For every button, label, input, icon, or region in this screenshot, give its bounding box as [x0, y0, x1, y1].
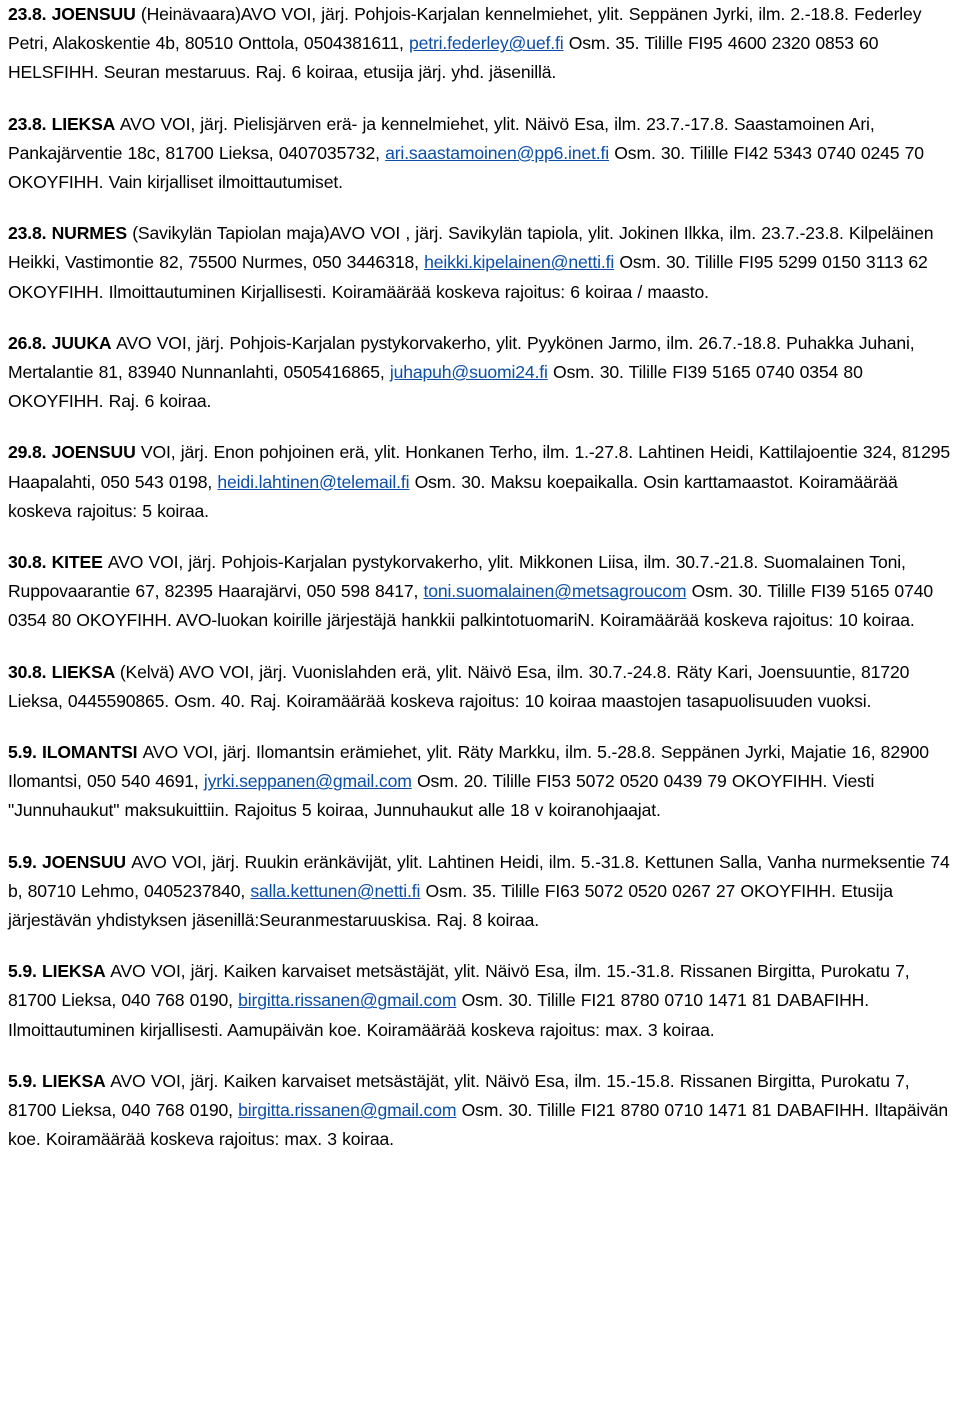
- email-link[interactable]: juhapuh@suomi24.fi: [389, 362, 548, 383]
- event-heading: 26.8. JUUKA: [8, 332, 117, 353]
- event-heading: 30.8. KITEE: [8, 552, 108, 573]
- event-entry: [8, 658, 960, 716]
- event-text: Osm. 35. Tilille FI95 4600 2320 0853 60 HELSFIHH. Seuran mestaruus. Raj. 6 koiraa, etusija järj. yhd. jäsenillä.: [8, 33, 879, 83]
- event-text: (Heinävaara)AVO VOI, järj. Pohjois-Karjalan kennelmiehet, ylit. Seppänen Jyrki, ilm. 2.-18.8. Federley Petri, Alakoskentie 4b, 80510 Onttola, 0504381611,: [8, 4, 922, 54]
- event-text: AVO VOI, järj. Ruukin eränkävijät, ylit. Lahtinen Heidi, ilm. 5.-31.8. Kettunen Salla, Vanha nurmeksentie 74 b, 80710 Lehmo, 0405237840,: [8, 851, 950, 901]
- event-heading: 23.8. LIEKSA: [8, 113, 120, 134]
- event-heading: 5.9. LIEKSA: [8, 1070, 111, 1091]
- event-text: Osm. 30. Maksu koepaikalla. Osin karttamaastot. Koiramäärää koskeva rajoitus: 5 koiraa.: [8, 471, 898, 521]
- event-text: Osm. 35. Tilille FI63 5072 0520 0267 27 OKOYFIHH. Etusija järjestävän yhdistyksen jäsenillä:Seuranmestaruuskisa. Raj. 8 koiraa.: [8, 880, 893, 931]
- event-entry: [8, 1067, 960, 1155]
- event-heading: 23.8. JOENSUU: [8, 4, 141, 24]
- event-heading: 5.9. ILOMANTSI: [8, 742, 143, 763]
- event-heading: 5.9. JOENSUU: [8, 851, 132, 872]
- event-heading: 23.8. NURMES: [8, 223, 133, 244]
- event-text: AVO VOI, järj. Pohjois-Karjalan pystykorvakerho, ylit. Pyykönen Jarmo, ilm. 26.7.-18.8. Puhakka Juhani, Mertalantie 81, 83940 Nunnanlahti, 0505416865,: [8, 332, 915, 383]
- event-text: (Savikylän Tapiolan maja)AVO VOI , järj. Savikylän tapiola, ylit. Jokinen Ilkka, ilm. 23.7.-23.8. Kilpeläinen Heikki, Vastimontie 82, 75500 Nurmes, 050 3446318,: [8, 223, 934, 273]
- event-text: Osm. 20. Tilille FI53 5072 0520 0439 79 OKOYFIHH. Viesti "Junnuhaukut" maksukuittiin. Rajoitus 5 koiraa, Junnuhaukut alle 18 v koiranohjaajat.: [8, 771, 875, 821]
- event-entry: [8, 438, 960, 526]
- event-entry: [8, 548, 960, 636]
- event-entry: [8, 329, 960, 417]
- event-text: AVO VOI, järj. Pielisjärven erä- ja kennelmiehet, ylit. Näivö Esa, ilm. 23.7.-17.8. Saastamoinen Ari, Pankajärventie 18c, 81700 Lieksa, 0407035732,: [8, 113, 875, 163]
- document-page: [8, 0, 960, 1177]
- event-text: Osm. 30. Tilille FI21 8780 0710 1471 81 DABAFIHH. Ilmoittautuminen kirjallisesti. Aamupäivän koe. Koiramäärää koskeva rajoitus: max. 3 koiraa.: [8, 990, 869, 1040]
- event-heading: 30.8. LIEKSA: [8, 661, 120, 682]
- email-link[interactable]: birgitta.rissanen@gmail.com: [238, 990, 457, 1011]
- email-link[interactable]: jyrki.seppanen@gmail.com: [203, 771, 412, 792]
- email-link[interactable]: heikki.kipelainen@netti.fi: [424, 252, 615, 273]
- email-link[interactable]: heidi.lahtinen@telemail.fi: [217, 471, 410, 492]
- event-text: AVO VOI, järj. Pohjois-Karjalan pystykorvakerho, ylit. Mikkonen Liisa, ilm. 30.7.-21.8. Suomalainen Toni, Ruppovaarantie 67, 82395 Haarajärvi, 050 598 8417,: [8, 552, 906, 602]
- event-text: AVO VOI, järj. Kaiken karvaiset metsästäjät, ylit. Näivö Esa, ilm. 15.-31.8. Rissanen Birgitta, Purokatu 7, 81700 Lieksa, 040 768 0190,: [8, 961, 910, 1011]
- event-text: AVO VOI, järj. Kaiken karvaiset metsästäjät, ylit. Näivö Esa, ilm. 15.-15.8. Rissanen Birgitta, Purokatu 7, 81700 Lieksa, 040 768 0190,: [8, 1070, 910, 1121]
- event-text: Osm. 30. Tilille FI42 5343 0740 0245 70 OKOYFIHH. Vain kirjalliset ilmoittautumiset.: [8, 142, 924, 193]
- event-entry: [8, 0, 960, 88]
- email-link[interactable]: birgitta.rissanen@gmail.com: [238, 1100, 457, 1121]
- event-text: (Kelvä) AVO VOI, järj. Vuonislahden erä, ylit. Näivö Esa, ilm. 30.7.-24.8. Räty Kari, Joensuuntie, 81720 Lieksa, 0445590865. Osm. 40. Raj. Koiramäärää koskeva rajoitus: 10 koiraa maastojen tasapuolisuuden vuoksi.: [8, 661, 910, 711]
- event-text: Osm. 30. Tilille FI39 5165 0740 0354 80 OKOYFIHH. Raj. 6 koiraa.: [8, 362, 863, 412]
- event-text: Osm. 30. Tilille FI95 5299 0150 3113 62 OKOYFIHH. Ilmoittautuminen Kirjallisesti. Koiramäärää koskeva rajoitus: 6 koiraa / maasto.: [8, 252, 928, 302]
- email-link[interactable]: ari.saastamoinen@pp6.inet.fi: [385, 142, 610, 163]
- event-heading: 5.9. LIEKSA: [8, 961, 111, 982]
- event-text: VOI, järj. Enon pohjoinen erä, ylit. Honkanen Terho, ilm. 1.-27.8. Lahtinen Heidi, Kattilajoentie 324, 81295 Haapalahti, 050 543 0198,: [8, 442, 950, 492]
- email-link[interactable]: salla.kettunen@netti.fi: [250, 880, 421, 901]
- event-entry: [8, 110, 960, 198]
- event-text: AVO VOI, järj. Ilomantsin erämiehet, ylit. Räty Markku, ilm. 5.-28.8. Seppänen Jyrki, Majatie 16, 82900 Ilomantsi, 050 540 4691,: [8, 742, 929, 792]
- event-entry: [8, 219, 960, 307]
- event-entry: [8, 957, 960, 1045]
- email-link[interactable]: toni.suomalainen@metsagroucom: [423, 581, 687, 602]
- event-text: Osm. 30. Tilille FI21 8780 0710 1471 81 DABAFIHH. Iltapäivän koe. Koiramäärää koskeva rajoitus: max. 3 koiraa.: [8, 1100, 949, 1150]
- event-text: Osm. 30. Tilille FI39 5165 0740 0354 80 OKOYFIHH. AVO-luokan koirille järjestäjä hankkii palkintotuomariN. Koiramäärää koskeva rajoitus: 10 koiraa.: [8, 581, 933, 631]
- event-heading: 29.8. JOENSUU: [8, 442, 141, 463]
- event-entry: [8, 848, 960, 936]
- email-link[interactable]: petri.federley@uef.fi: [408, 33, 564, 54]
- event-entry: [8, 738, 960, 826]
